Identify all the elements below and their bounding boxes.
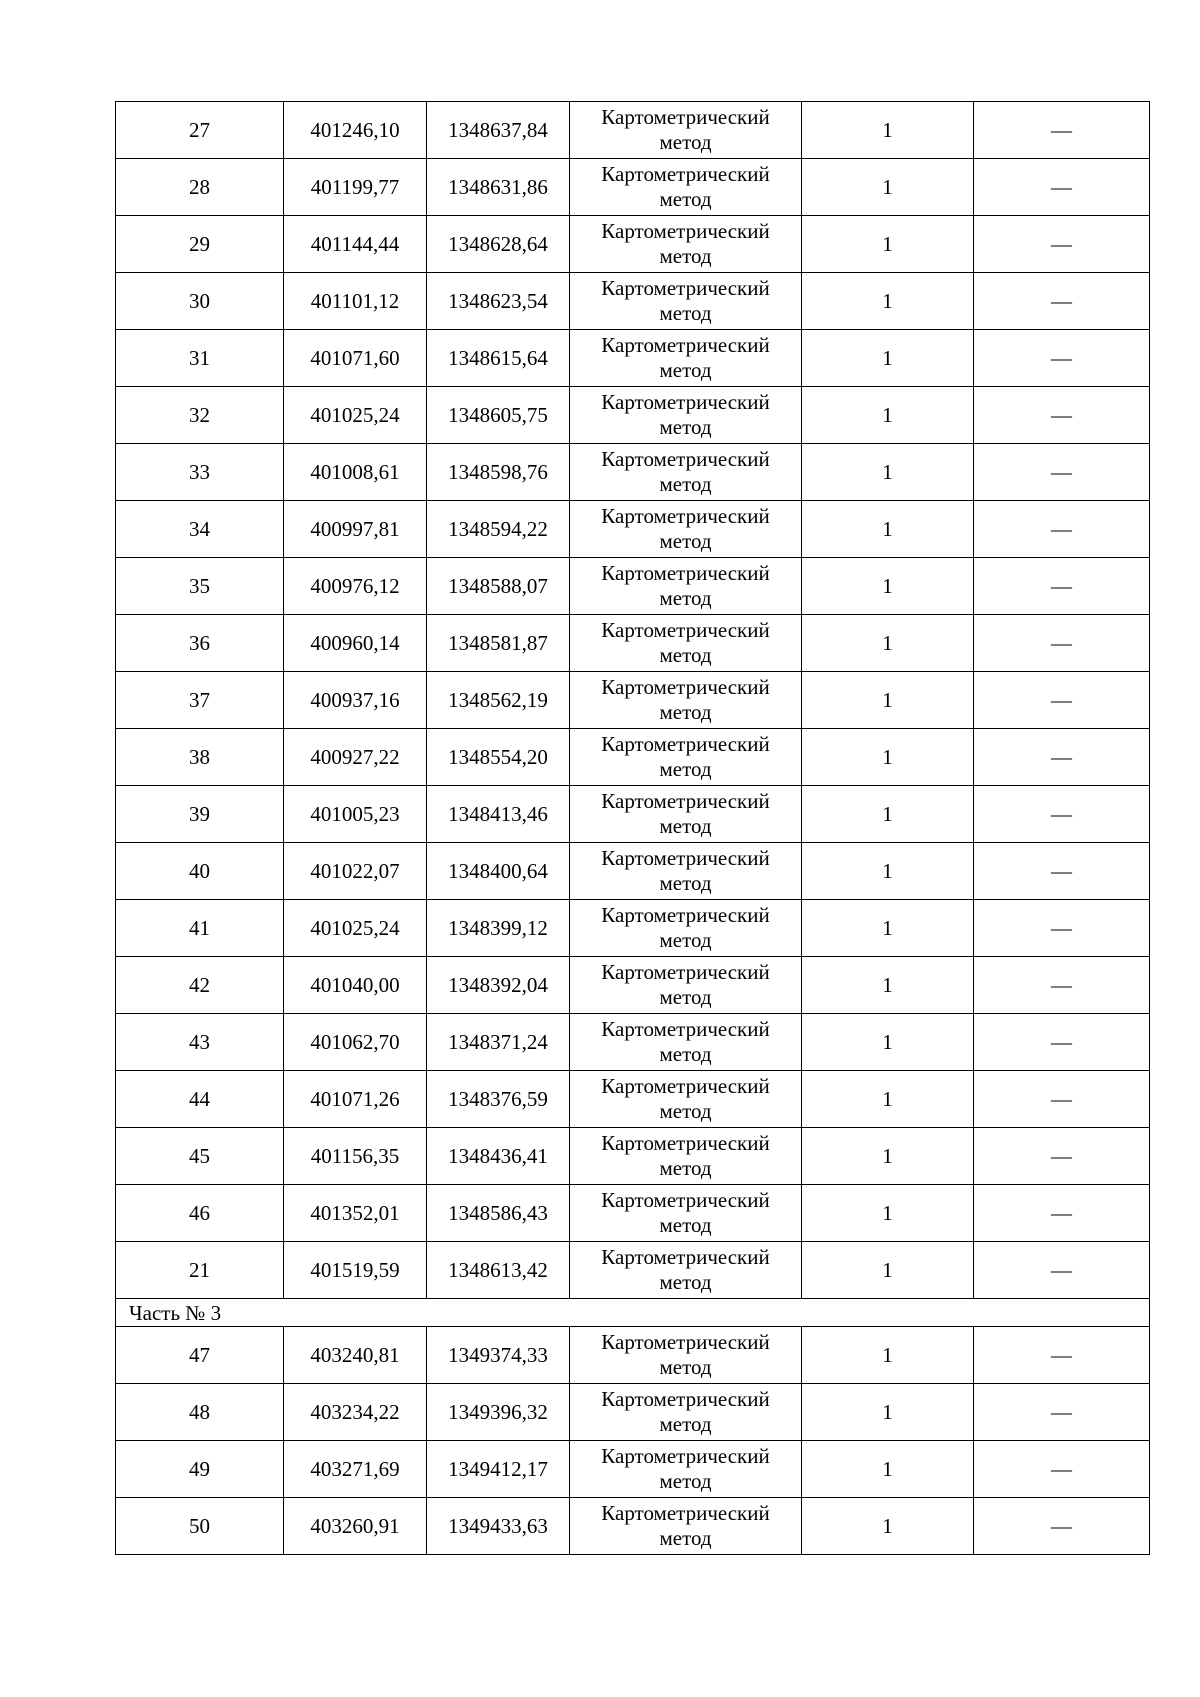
table-body-part-3 — [116, 1327, 1150, 1555]
point-number-cell: 28 — [116, 159, 284, 216]
y-coordinate-cell: 1348588,07 — [427, 558, 570, 615]
precision-cell: 1 — [802, 444, 974, 501]
precision-cell: 1 — [802, 843, 974, 900]
point-number-cell: 32 — [116, 387, 284, 444]
y-coordinate-cell: 1348631,86 — [427, 159, 570, 216]
y-coordinate-cell: 1349396,32 — [427, 1384, 570, 1441]
table-row — [116, 1327, 1150, 1384]
method-line-1: Картометрический — [601, 390, 770, 414]
description-cell: — — [974, 1128, 1150, 1185]
method-cell — [570, 102, 802, 159]
precision-cell: 1 — [802, 558, 974, 615]
y-coordinate-cell: 1348615,64 — [427, 330, 570, 387]
method-line-2: метод — [659, 700, 712, 724]
method-line-2: метод — [659, 928, 712, 952]
table-row — [116, 330, 1150, 387]
method-line-1: Картометрический — [601, 1074, 770, 1098]
x-coordinate-cell: 400927,22 — [284, 729, 427, 786]
section-row — [116, 1299, 1150, 1327]
point-number-cell: 37 — [116, 672, 284, 729]
method-line-1: Картометрический — [601, 1444, 770, 1468]
method-line-2: метод — [659, 130, 712, 154]
method-line-2: метод — [659, 415, 712, 439]
x-coordinate-cell: 403234,22 — [284, 1384, 427, 1441]
precision-cell: 1 — [802, 501, 974, 558]
method-cell — [570, 729, 802, 786]
table-row — [116, 729, 1150, 786]
method-cell — [570, 615, 802, 672]
description-cell: — — [974, 216, 1150, 273]
y-coordinate-cell: 1348628,64 — [427, 216, 570, 273]
description-cell: — — [974, 273, 1150, 330]
x-coordinate-cell: 400997,81 — [284, 501, 427, 558]
y-coordinate-cell: 1348586,43 — [427, 1185, 570, 1242]
y-coordinate-cell: 1348554,20 — [427, 729, 570, 786]
method-cell — [570, 1128, 802, 1185]
table-row — [116, 159, 1150, 216]
table-row — [116, 843, 1150, 900]
method-cell — [570, 1327, 802, 1384]
precision-cell: 1 — [802, 1441, 974, 1498]
y-coordinate-cell: 1349412,17 — [427, 1441, 570, 1498]
method-cell — [570, 843, 802, 900]
point-number-cell: 42 — [116, 957, 284, 1014]
y-coordinate-cell: 1348637,84 — [427, 102, 570, 159]
point-number-cell: 44 — [116, 1071, 284, 1128]
x-coordinate-cell: 401025,24 — [284, 387, 427, 444]
point-number-cell: 34 — [116, 501, 284, 558]
y-coordinate-cell: 1348594,22 — [427, 501, 570, 558]
table-row — [116, 216, 1150, 273]
description-cell: — — [974, 1498, 1150, 1555]
method-line-1: Картометрический — [601, 618, 770, 642]
method-line-1: Картометрический — [601, 1131, 770, 1155]
description-cell: — — [974, 501, 1150, 558]
y-coordinate-cell: 1348376,59 — [427, 1071, 570, 1128]
point-number-cell: 38 — [116, 729, 284, 786]
description-cell: — — [974, 729, 1150, 786]
precision-cell: 1 — [802, 1185, 974, 1242]
description-cell: — — [974, 1185, 1150, 1242]
method-line-2: метод — [659, 529, 712, 553]
method-line-1: Картометрический — [601, 333, 770, 357]
point-number-cell: 48 — [116, 1384, 284, 1441]
description-cell: — — [974, 444, 1150, 501]
method-line-1: Картометрический — [601, 219, 770, 243]
x-coordinate-cell: 401519,59 — [284, 1242, 427, 1299]
description-cell: — — [974, 1441, 1150, 1498]
y-coordinate-cell: 1348436,41 — [427, 1128, 570, 1185]
method-line-2: метод — [659, 1526, 712, 1550]
method-line-1: Картометрический — [601, 561, 770, 585]
y-coordinate-cell: 1348399,12 — [427, 900, 570, 957]
x-coordinate-cell: 401144,44 — [284, 216, 427, 273]
method-cell — [570, 786, 802, 843]
coordinates-table — [115, 101, 1150, 1555]
x-coordinate-cell: 400976,12 — [284, 558, 427, 615]
x-coordinate-cell: 401040,00 — [284, 957, 427, 1014]
y-coordinate-cell: 1348392,04 — [427, 957, 570, 1014]
precision-cell: 1 — [802, 330, 974, 387]
method-line-2: метод — [659, 1156, 712, 1180]
method-line-1: Картометрический — [601, 447, 770, 471]
x-coordinate-cell: 401025,24 — [284, 900, 427, 957]
x-coordinate-cell: 403271,69 — [284, 1441, 427, 1498]
precision-cell: 1 — [802, 729, 974, 786]
table-body-part-2 — [116, 102, 1150, 1299]
method-line-1: Картометрический — [601, 675, 770, 699]
description-cell: — — [974, 843, 1150, 900]
method-line-2: метод — [659, 814, 712, 838]
precision-cell: 1 — [802, 102, 974, 159]
point-number-cell: 39 — [116, 786, 284, 843]
x-coordinate-cell: 400937,16 — [284, 672, 427, 729]
method-line-2: метод — [659, 1355, 712, 1379]
precision-cell: 1 — [802, 1128, 974, 1185]
precision-cell: 1 — [802, 786, 974, 843]
x-coordinate-cell: 401352,01 — [284, 1185, 427, 1242]
x-coordinate-cell: 401071,60 — [284, 330, 427, 387]
method-line-2: метод — [659, 985, 712, 1009]
description-cell: — — [974, 1384, 1150, 1441]
method-line-2: метод — [659, 1469, 712, 1493]
method-line-1: Картометрический — [601, 1330, 770, 1354]
method-line-2: метод — [659, 472, 712, 496]
y-coordinate-cell: 1348413,46 — [427, 786, 570, 843]
point-number-cell: 35 — [116, 558, 284, 615]
method-line-2: метод — [659, 1270, 712, 1294]
point-number-cell: 40 — [116, 843, 284, 900]
method-cell — [570, 216, 802, 273]
y-coordinate-cell: 1348371,24 — [427, 1014, 570, 1071]
table-row — [116, 1441, 1150, 1498]
precision-cell: 1 — [802, 1071, 974, 1128]
precision-cell: 1 — [802, 387, 974, 444]
point-number-cell: 27 — [116, 102, 284, 159]
point-number-cell: 30 — [116, 273, 284, 330]
method-line-1: Картометрический — [601, 1387, 770, 1411]
method-line-1: Картометрический — [601, 1245, 770, 1269]
method-cell — [570, 444, 802, 501]
method-line-2: метод — [659, 1412, 712, 1436]
method-line-1: Картометрический — [601, 732, 770, 756]
method-line-2: метод — [659, 1213, 712, 1237]
method-line-1: Картометрический — [601, 846, 770, 870]
method-line-1: Картометрический — [601, 504, 770, 528]
table-row — [116, 1185, 1150, 1242]
method-line-2: метод — [659, 1042, 712, 1066]
description-cell: — — [974, 558, 1150, 615]
table-row — [116, 900, 1150, 957]
description-cell: — — [974, 1014, 1150, 1071]
method-cell — [570, 387, 802, 444]
precision-cell: 1 — [802, 273, 974, 330]
method-line-1: Картометрический — [601, 1188, 770, 1212]
point-number-cell: 33 — [116, 444, 284, 501]
description-cell: — — [974, 957, 1150, 1014]
point-number-cell: 45 — [116, 1128, 284, 1185]
y-coordinate-cell: 1348605,75 — [427, 387, 570, 444]
description-cell: — — [974, 330, 1150, 387]
point-number-cell: 21 — [116, 1242, 284, 1299]
point-number-cell: 47 — [116, 1327, 284, 1384]
method-line-1: Картометрический — [601, 789, 770, 813]
method-cell — [570, 1441, 802, 1498]
method-cell — [570, 1498, 802, 1555]
x-coordinate-cell: 403260,91 — [284, 1498, 427, 1555]
table-row — [116, 615, 1150, 672]
x-coordinate-cell: 401022,07 — [284, 843, 427, 900]
x-coordinate-cell: 401246,10 — [284, 102, 427, 159]
table-row — [116, 1014, 1150, 1071]
y-coordinate-cell: 1348623,54 — [427, 273, 570, 330]
description-cell: — — [974, 786, 1150, 843]
table-row — [116, 786, 1150, 843]
table-body-part-3-header — [116, 1299, 1150, 1327]
y-coordinate-cell: 1349433,63 — [427, 1498, 570, 1555]
table-row — [116, 672, 1150, 729]
y-coordinate-cell: 1348613,42 — [427, 1242, 570, 1299]
method-line-2: метод — [659, 301, 712, 325]
precision-cell: 1 — [802, 900, 974, 957]
method-line-1: Картометрический — [601, 1501, 770, 1525]
y-coordinate-cell: 1348562,19 — [427, 672, 570, 729]
section-label: Часть № 3 — [116, 1299, 1150, 1327]
table-row — [116, 1498, 1150, 1555]
point-number-cell: 29 — [116, 216, 284, 273]
method-cell — [570, 1242, 802, 1299]
table-row — [116, 1128, 1150, 1185]
method-line-1: Картометрический — [601, 105, 770, 129]
precision-cell: 1 — [802, 957, 974, 1014]
description-cell: — — [974, 1071, 1150, 1128]
y-coordinate-cell: 1348598,76 — [427, 444, 570, 501]
y-coordinate-cell: 1348581,87 — [427, 615, 570, 672]
table-row — [116, 387, 1150, 444]
description-cell: — — [974, 1242, 1150, 1299]
table-row — [116, 444, 1150, 501]
x-coordinate-cell: 401008,61 — [284, 444, 427, 501]
method-line-2: метод — [659, 757, 712, 781]
precision-cell: 1 — [802, 216, 974, 273]
y-coordinate-cell: 1348400,64 — [427, 843, 570, 900]
precision-cell: 1 — [802, 1498, 974, 1555]
method-line-2: метод — [659, 871, 712, 895]
x-coordinate-cell: 403240,81 — [284, 1327, 427, 1384]
method-line-2: метод — [659, 187, 712, 211]
method-line-1: Картометрический — [601, 903, 770, 927]
method-line-1: Картометрический — [601, 960, 770, 984]
precision-cell: 1 — [802, 615, 974, 672]
method-cell — [570, 501, 802, 558]
x-coordinate-cell: 401101,12 — [284, 273, 427, 330]
description-cell: — — [974, 102, 1150, 159]
point-number-cell: 46 — [116, 1185, 284, 1242]
point-number-cell: 50 — [116, 1498, 284, 1555]
method-line-1: Картометрический — [601, 1017, 770, 1041]
precision-cell: 1 — [802, 1242, 974, 1299]
method-cell — [570, 1014, 802, 1071]
method-cell — [570, 1185, 802, 1242]
description-cell: — — [974, 900, 1150, 957]
method-line-1: Картометрический — [601, 162, 770, 186]
method-line-2: метод — [659, 1099, 712, 1123]
point-number-cell: 43 — [116, 1014, 284, 1071]
table-row — [116, 1384, 1150, 1441]
method-line-2: метод — [659, 244, 712, 268]
method-line-2: метод — [659, 358, 712, 382]
description-cell: — — [974, 615, 1150, 672]
method-cell — [570, 1384, 802, 1441]
point-number-cell: 31 — [116, 330, 284, 387]
x-coordinate-cell: 401005,23 — [284, 786, 427, 843]
precision-cell: 1 — [802, 1327, 974, 1384]
method-line-2: метод — [659, 586, 712, 610]
method-cell — [570, 957, 802, 1014]
method-cell — [570, 273, 802, 330]
method-cell — [570, 900, 802, 957]
table-row — [116, 501, 1150, 558]
table-row — [116, 957, 1150, 1014]
method-cell — [570, 672, 802, 729]
method-cell — [570, 1071, 802, 1128]
x-coordinate-cell: 400960,14 — [284, 615, 427, 672]
table-row — [116, 273, 1150, 330]
y-coordinate-cell: 1349374,33 — [427, 1327, 570, 1384]
description-cell: — — [974, 159, 1150, 216]
x-coordinate-cell: 401071,26 — [284, 1071, 427, 1128]
precision-cell: 1 — [802, 1384, 974, 1441]
description-cell: — — [974, 1327, 1150, 1384]
point-number-cell: 36 — [116, 615, 284, 672]
precision-cell: 1 — [802, 159, 974, 216]
x-coordinate-cell: 401062,70 — [284, 1014, 427, 1071]
x-coordinate-cell: 401199,77 — [284, 159, 427, 216]
x-coordinate-cell: 401156,35 — [284, 1128, 427, 1185]
table-row — [116, 1071, 1150, 1128]
table-row — [116, 558, 1150, 615]
precision-cell: 1 — [802, 1014, 974, 1071]
description-cell: — — [974, 672, 1150, 729]
description-cell: — — [974, 387, 1150, 444]
method-cell — [570, 330, 802, 387]
point-number-cell: 41 — [116, 900, 284, 957]
table-row — [116, 102, 1150, 159]
precision-cell: 1 — [802, 672, 974, 729]
method-cell — [570, 558, 802, 615]
method-line-2: метод — [659, 643, 712, 667]
method-line-1: Картометрический — [601, 276, 770, 300]
table-row — [116, 1242, 1150, 1299]
point-number-cell: 49 — [116, 1441, 284, 1498]
method-cell — [570, 159, 802, 216]
